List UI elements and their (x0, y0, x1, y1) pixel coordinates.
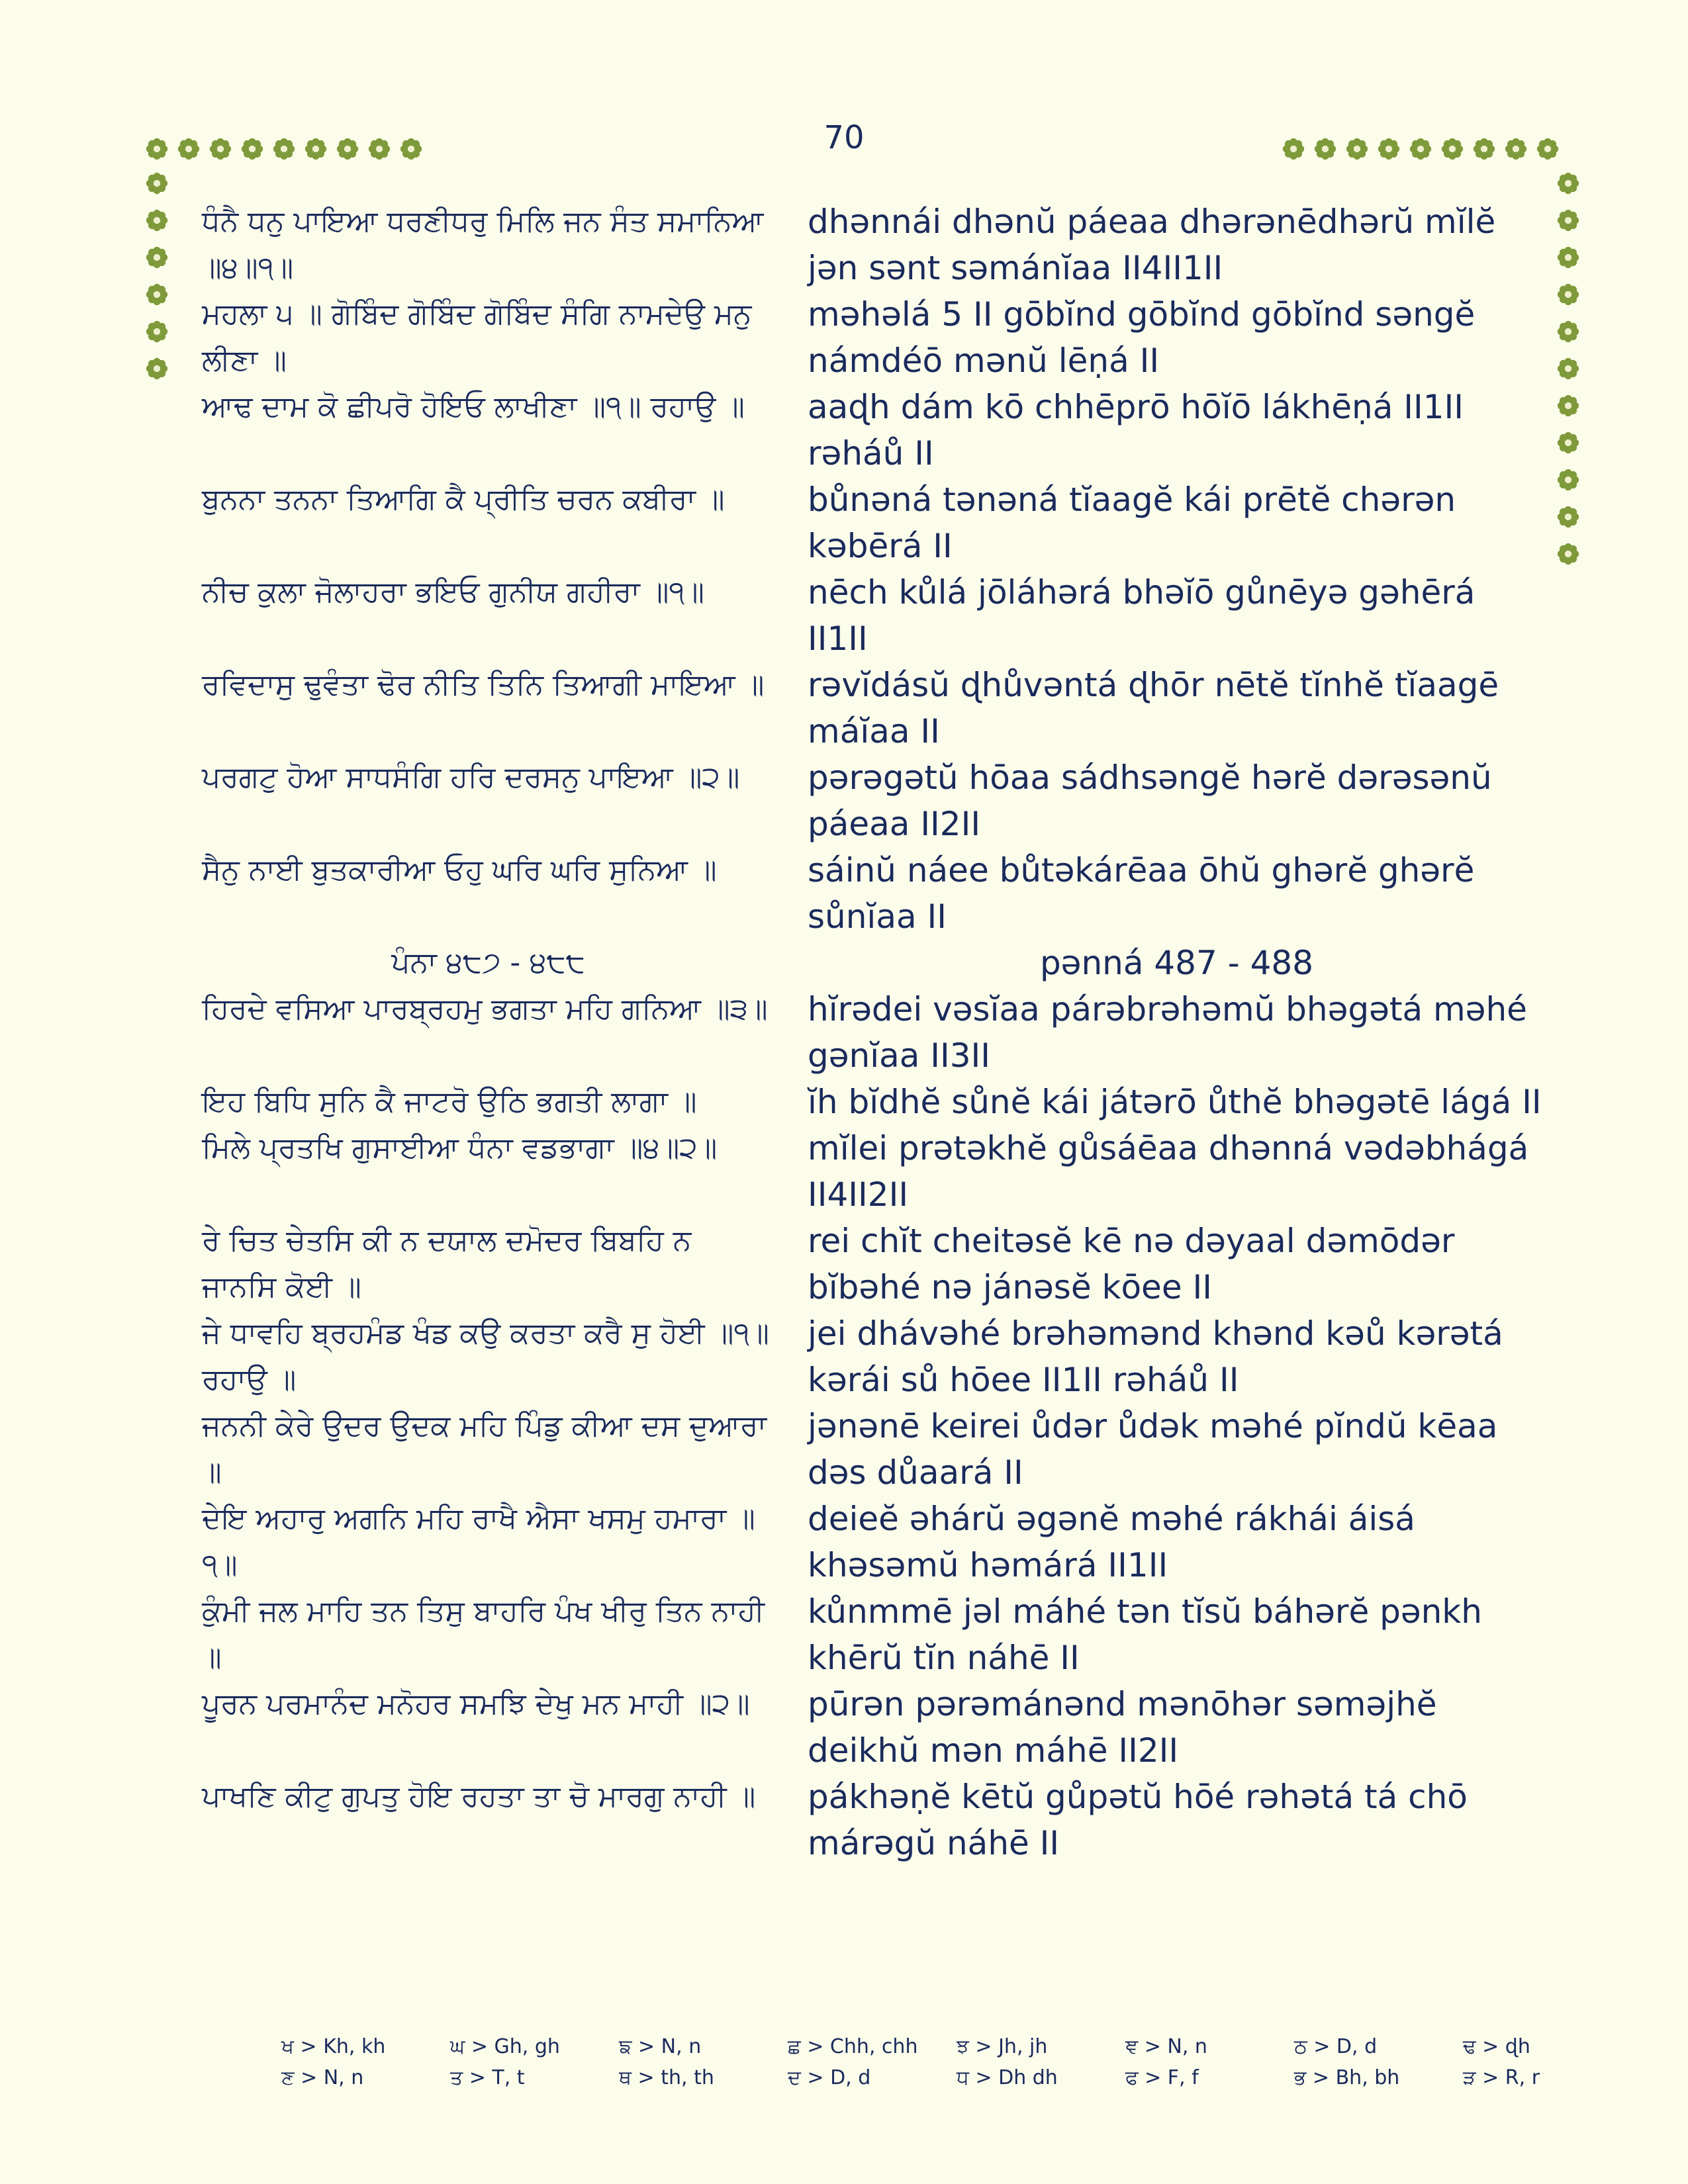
legend-item: ਞ > N, n (1125, 2035, 1207, 2058)
legend-item: ਫ > F, f (1125, 2066, 1199, 2089)
transliteration-text: pərəgətŭ hōaa sádhsəngĕ hərĕ dərəsənŭ páeaa II2II (808, 758, 1492, 843)
flower-icon (1556, 504, 1581, 529)
verse-row (202, 477, 1546, 569)
flower-icon (1556, 467, 1581, 492)
flower-icon (1556, 393, 1581, 418)
gurmukhi-text: ਪੂਰਨ ਪਰਮਾਨੰਦ ਮਨੋਹਰ ਸਮਝਿ ਦੇਖੁ ਮਨ ਮਾਹੀ ॥੨॥ (202, 1687, 750, 1721)
flower-icon (144, 356, 169, 381)
transliteration-text: aaɖh dám kō chhēprō hōĭō lákhēṇá II1II rəháů II (808, 388, 1464, 473)
gurmukhi-text: ਜਨਨੀ ਕੇਰੇ ਉਦਰ ਉਦਕ ਮਹਿ ਪਿੰਡੁ ਕੀਆ ਦਸ ਦੁਆਰਾ ॥ (202, 1409, 767, 1489)
gurmukhi-text: ਦੇਇ ਅਹਾਰੁ ਅਗਨਿ ਮਹਿ ਰਾਖੈ ਐਸਾ ਖਸਮੁ ਹਮਾਰਾ ॥੧॥ (202, 1502, 755, 1582)
transliteration-text: dhənnái dhənŭ páeaa dhərənēdhərŭ mĭlĕ jən sənt səmánĭaa II4II1II (808, 203, 1496, 287)
flower-icon (176, 136, 201, 161)
verse-row (202, 1079, 1546, 1125)
verse-row (202, 199, 1546, 291)
verse-row (202, 1218, 1546, 1310)
flower-icon (335, 136, 360, 161)
gurmukhi-text: ਬੁਨਨਾ ਤਨਨਾ ਤਿਆਗਿ ਕੈ ਪ੍ਰੀਤਿ ਚਰਨ ਕਬੀਰਾ ॥ (202, 482, 725, 516)
transliteration-text: jənənē keirei ůdər ůdək məhé pĭndŭ kēaa dəs důaará II (808, 1407, 1498, 1492)
verse-row (202, 1774, 1546, 1866)
legend-item: ਝ > Jh, jh (957, 2035, 1048, 2058)
legend-item: ਥ > th, th (619, 2066, 714, 2089)
decorative-flower-border-right (1556, 171, 1581, 567)
gurmukhi-text: ਮਿਲੇ ਪ੍ਰਤਖਿ ਗੁਸਾਈਆ ਧੰਨਾ ਵਡਭਾਗਾ ॥੪॥੨॥ (202, 1131, 718, 1165)
decorative-flower-border-top-left (144, 136, 424, 161)
verse-row (202, 291, 1546, 384)
verse-table (202, 199, 1546, 1866)
gurmukhi-text: ਪਰਗਟੁ ਹੋਆ ਸਾਧਸੰਗਿ ਹਰਿ ਦਰਸਨੁ ਪਾਇਆ ॥੨॥ (202, 760, 740, 794)
transliteration-text: rei chĭt cheitəsĕ kē nə dəyaal dəmōdər bĭbəhé nə jánəsĕ kōee II (808, 1222, 1455, 1306)
flower-icon (1535, 136, 1560, 161)
flower-icon (1503, 136, 1528, 161)
flower-icon (1376, 136, 1401, 161)
verse-row (202, 754, 1546, 847)
gurmukhi-text: ਮਹਲਾ ੫ ॥ ਗੋਬਿੰਦ ਗੋਬਿੰਦ ਗੋਬਿੰਦ ਸੰਗਿ ਨਾਮਦੇਉ ਮਨੁ ਲੀਣਾ ॥ (202, 297, 752, 377)
flower-icon (1344, 136, 1370, 161)
flower-icon (144, 136, 169, 161)
gurmukhi-text: ਸੈਨੁ ਨਾਈ ਬੁਤਕਾਰੀਆ ਓਹੁ ਘਰਿ ਘਰਿ ਸੁਨਿਆ ॥ (202, 853, 717, 887)
flower-icon (1556, 541, 1581, 567)
transliteration-text: pūrən pərəmánənd mənōhər səməjhĕ deikhŭ mən máhē II2II (808, 1685, 1437, 1770)
flower-icon (1313, 136, 1338, 161)
verse-row (202, 569, 1546, 662)
gurmukhi-text: ਰੇ ਚਿਤ ਚੇਤਸਿ ਕੀ ਨ ਦਯਾਲ ਦਮੋਦਰ ਬਿਬਹਿ ਨ ਜਾਨਸਿ ਕੋਈ ॥ (202, 1224, 692, 1304)
decorative-flower-border-left (144, 171, 169, 381)
gurmukhi-text: ਪਾਖਣਿ ਕੀਟੁ ਗੁਪਤੁ ਹੋਇ ਰਹਤਾ ਤਾ ਚੋ ਮਾਰਗੁ ਨਾਹੀ ॥ (202, 1780, 756, 1813)
flower-icon (1408, 136, 1433, 161)
flower-icon (240, 136, 265, 161)
flower-icon (271, 136, 297, 161)
gurmukhi-text: ਕੁੰਮੀ ਜਲ ਮਾਹਿ ਤਨ ਤਿਸੁ ਬਾਹਰਿ ਪੰਖ ਖੀਰੁ ਤਿਨ ਨਾਹੀ ॥ (202, 1594, 765, 1674)
page-range-heading (202, 940, 1546, 986)
flower-icon (367, 136, 392, 161)
decorative-flower-border-top-right (1281, 136, 1560, 161)
flower-icon (1556, 171, 1581, 196)
gurmukhi-text: ਧੰਨੈ ਧਨੁ ਪਾਇਆ ਧਰਣੀਧਰੁ ਮਿਲਿ ਜਨ ਸੰਤ ਸਮਾਨਿਆ ॥੪॥੧॥ (202, 205, 764, 285)
flower-icon (1556, 208, 1581, 233)
transliteration-text: deieĕ əhárŭ əgənĕ məhé rákhái áisá khəsəmŭ həmárá II1II (808, 1500, 1415, 1584)
verse-row (202, 1588, 1546, 1681)
transliteration-text: kůnmmē jəl máhé tən tĭsŭ báhərĕ pənkh khērŭ tĭn náhē II (808, 1592, 1482, 1677)
verse-row (202, 384, 1546, 477)
legend-item: ਣ > N, n (281, 2066, 364, 2089)
verse-row (202, 1310, 1546, 1403)
flower-icon (1440, 136, 1465, 161)
transliteration-text: pákhəṇĕ kētŭ gůpətŭ hōé rəhətá tá chō márəgŭ náhē II (808, 1778, 1468, 1862)
gurmukhi-text: ਰਵਿਦਾਸੁ ਢੁਵੰਤਾ ਢੋਰ ਨੀਤਿ ਤਿਨਿ ਤਿਆਗੀ ਮਾਇਆ ॥ (202, 668, 765, 702)
transliteration-text: bůnəná tənəná tĭaagĕ kái prētĕ chərən kəbērá II (808, 480, 1456, 565)
legend-item: ਖ > Kh, kh (281, 2035, 386, 2058)
legend-item: ੜ > R, r (1463, 2066, 1540, 2089)
transliteration-text: jei dhávəhé brəhəmənd khənd kəů kərətá kərái sů hōee II1II rəháů II (808, 1314, 1503, 1399)
gurmukhi-page-range: ਪੰਨਾ ੪੮੭ - ੪੮੮ (391, 946, 585, 979)
legend-item: ਤ > T, t (450, 2066, 525, 2089)
gurmukhi-text: ਜੇ ਧਾਵਹਿ ਬ੍ਰਹਮੰਡ ਖੰਡ ਕਉ ਕਰਤਾ ਕਰੈ ਸੁ ਹੋਈ ॥੧॥ ਰਹਾਉ ॥ (202, 1316, 769, 1396)
legend-item: ਠ > D, d (1294, 2035, 1378, 2058)
verse-row (202, 1403, 1546, 1496)
transliteration-text: hĭrədei vəsĭaa párəbrəhəmŭ bhəgətá məhé gənĭaa II3II (808, 990, 1527, 1075)
transliteration-text: mĭlei prətəkhĕ gůsáēaa dhənná vədəbhágá II4II2II (808, 1129, 1529, 1214)
verse-row (202, 1681, 1546, 1774)
verse-row (202, 986, 1546, 1079)
legend-item: ਛ > Chh, chh (788, 2035, 918, 2058)
verse-row (202, 1125, 1546, 1218)
flower-icon (303, 136, 328, 161)
transliteration-legend (281, 2035, 1632, 2089)
gurmukhi-text: ਇਹ ਬਿਧਿ ਸੁਨਿ ਕੈ ਜਾਟਰੋ ਉਠਿ ਭਗਤੀ ਲਾਗਾ ॥ (202, 1085, 697, 1118)
transliteration-text: sáinŭ náee bůtəkárēaa ōhŭ ghərĕ ghərĕ sůnĭaa II (808, 851, 1475, 936)
legend-item: ਦ > D, d (788, 2066, 871, 2089)
flower-icon (1556, 430, 1581, 455)
flower-icon (1556, 282, 1581, 307)
legend-item: ਭ > Bh, bh (1294, 2066, 1400, 2089)
flower-icon (1556, 319, 1581, 344)
legend-item: ਙ > N, n (619, 2035, 702, 2058)
verse-row (202, 1496, 1546, 1588)
gurmukhi-text: ਹਿਰਦੇ ਵਸਿਆ ਪਾਰਬ੍ਰਹਮੁ ਭਗਤਾ ਮਹਿ ਗਨਿਆ ॥੩॥ (202, 992, 768, 1026)
flower-icon (1281, 136, 1306, 161)
legend-item: ਧ > Dh dh (957, 2066, 1058, 2089)
flower-icon (144, 282, 169, 307)
transliterated-page-range: pənná 487 - 488 (1039, 944, 1314, 982)
legend-item: ਘ > Gh, gh (450, 2035, 560, 2058)
flower-icon (1472, 136, 1497, 161)
transliteration-text: məhəlá 5 II gōbĭnd gōbĭnd gōbĭnd səngĕ námdéō mənŭ lēṇá II (808, 295, 1476, 380)
flower-icon (208, 136, 233, 161)
gurmukhi-text: ਆਢ ਦਾਮ ਕੋ ਛੀਪਰੋ ਹੋਇਓ ਲਾਖੀਣਾ ॥੧॥ ਰਹਾਉ ॥ (202, 390, 745, 424)
gurmukhi-text: ਨੀਚ ਕੁਲਾ ਜੋਲਾਹਰਾ ਭਇਓ ਗੁਨੀਯ ਗਹੀਰਾ ॥੧॥ (202, 575, 704, 609)
flower-icon (144, 245, 169, 270)
verse-row (202, 662, 1546, 754)
flower-icon (399, 136, 424, 161)
flower-icon (144, 171, 169, 196)
transliteration-text: ĭh bĭdhĕ sůnĕ kái játərō ůthĕ bhəgətē lágá II (808, 1083, 1542, 1121)
flower-icon (1556, 356, 1581, 381)
transliteration-text: nēch kůlá jōláhərá bhəĭō gůnēyə gəhērá II1II (808, 573, 1476, 658)
verse-row (202, 847, 1546, 940)
transliteration-text: rəvĭdásŭ ɖhůvəntá ɖhōr nētĕ tĭnhĕ tĭaagē máĭaa II (808, 666, 1499, 751)
flower-icon (1556, 245, 1581, 270)
page-number: 70 (823, 119, 865, 156)
flower-icon (144, 319, 169, 344)
flower-icon (144, 208, 169, 233)
legend-item: ਢ > ɖh (1463, 2035, 1530, 2058)
